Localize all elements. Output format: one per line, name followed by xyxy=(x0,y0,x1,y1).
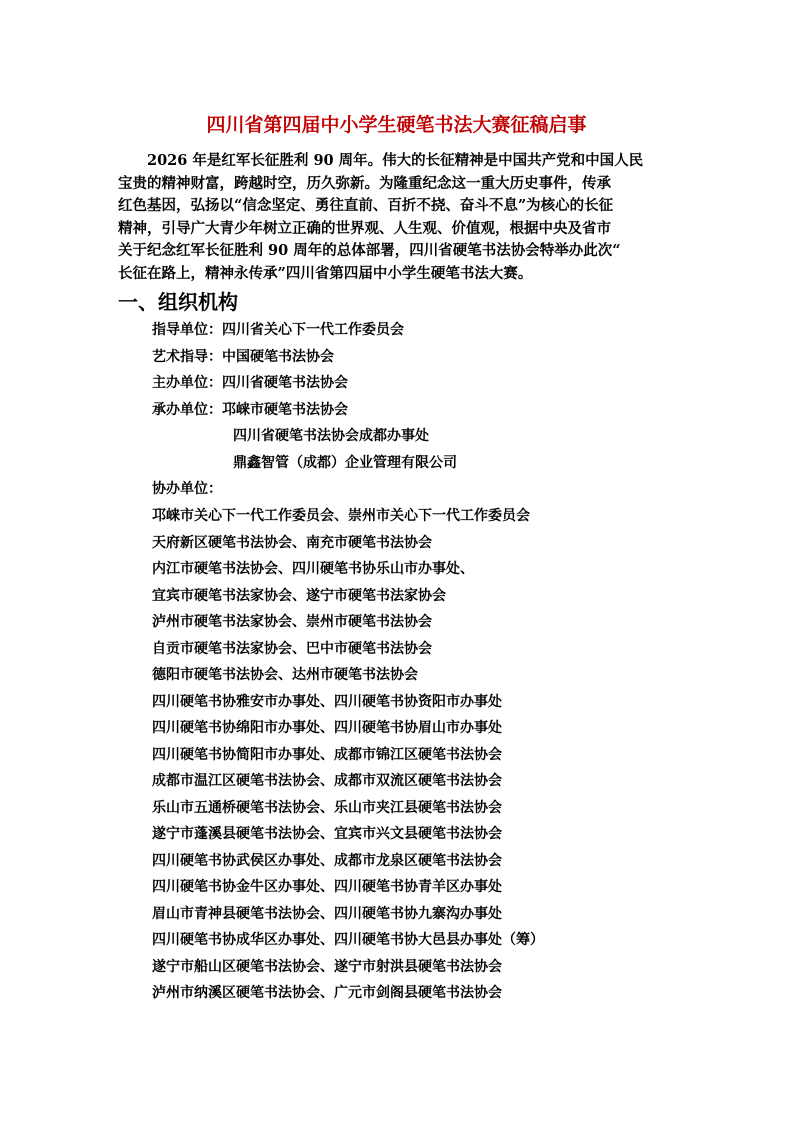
co-organizer-list xyxy=(152,503,544,1007)
co-organizer-line: 德阳市硬笔书法协会、达州市硬笔书法协会 xyxy=(152,667,418,683)
co-organizer-line: 天府新区硬笔书法协会、南充市硬笔书法协会 xyxy=(152,534,432,551)
co-organizer-line: 四川硬笔书协金牛区办事处、四川硬笔书协青羊区办事处 xyxy=(152,879,502,895)
organizer-unit: 承办单位：邛崃市硬笔书法协会 xyxy=(152,401,348,418)
intro-line: 精神，引导广大青少年树立正确的世界观、人生观、价值观，根据中央及省市 xyxy=(118,219,611,237)
organizer-unit-extra: 鼎鑫智管（成都）企业管理有限公司 xyxy=(233,454,457,471)
co-organizer-line: 泸州市纳溪区硬笔书法协会、广元市剑阁县硬笔书法协会 xyxy=(152,985,502,1001)
artistic-guidance: 艺术指导：中国硬笔书法协会 xyxy=(152,348,334,365)
guidance-unit: 指导单位：四川省关心下一代工作委员会 xyxy=(152,322,404,338)
co-organizer-line: 自贡市硬笔书法家协会、巴中市硬笔书法协会 xyxy=(152,640,432,657)
intro-line: 关于纪念红军长征胜利 90 周年的总体部署，四川省硬笔书法协会特举办此次“ xyxy=(118,242,621,259)
co-organizer-line: 四川硬笔书协绵阳市办事处、四川硬笔书协眉山市办事处 xyxy=(152,720,502,736)
intro-line: 红色基因，弘扬以“信念坚定、勇往直前、百折不挠、奋斗不息”为核心的长征 xyxy=(118,197,614,214)
co-organizer-line: 邛崃市关心下一代工作委员会、崇州市关心下一代工作委员会 xyxy=(152,508,530,524)
document-title: 四川省第四届中小学生硬笔书法大赛征稿启事 xyxy=(206,114,587,136)
co-organizer-line: 泸州市硬笔书法家协会、崇州市硬笔书法协会 xyxy=(152,614,432,630)
co-organizer-line: 四川硬笔书协雅安市办事处、四川硬笔书协资阳市办事处 xyxy=(152,693,502,710)
co-organizer-line: 内江市硬笔书法协会、四川硬笔书协乐山市办事处、 xyxy=(152,561,474,577)
intro-line: 2026 年是红军长征胜利 90 周年。伟大的长征精神是中国共产党和中国人民 xyxy=(147,152,644,169)
co-organizer-label: 协办单位： xyxy=(152,481,222,497)
co-organizer-line: 四川硬笔书协简阳市办事处、成都市锦江区硬笔书法协会 xyxy=(152,746,502,763)
section-heading-organization: 一、组织机构 xyxy=(118,290,238,314)
organizer-unit-extra: 四川省硬笔书法协会成都办事处 xyxy=(233,428,429,444)
co-organizer-line: 四川硬笔书协武侯区办事处、成都市龙泉区硬笔书法协会 xyxy=(152,852,502,869)
co-organizer-line: 乐山市五通桥硬笔书法协会、乐山市夹江县硬笔书法协会 xyxy=(152,799,502,816)
co-organizer-line: 宜宾市硬笔书法家协会、遂宁市硬笔书法家协会 xyxy=(152,587,446,604)
co-organizer-line: 四川硬笔书协成华区办事处、四川硬笔书协大邑县办事处（筹） xyxy=(152,932,544,948)
intro-line: 宝贵的精神财富，跨越时空，历久弥新。为隆重纪念这一重大历史事件，传承 xyxy=(118,174,611,192)
organization-list xyxy=(152,317,457,503)
co-organizer-line: 遂宁市蓬溪县硬笔书法协会、宜宾市兴文县硬笔书法协会 xyxy=(152,826,502,842)
intro-line: 长征在路上，精神永传承”四川省第四届中小学生硬笔书法大赛。 xyxy=(118,264,533,282)
host-unit: 主办单位：四川省硬笔书法协会 xyxy=(152,375,348,391)
co-organizer-line: 遂宁市船山区硬笔书法协会、遂宁市射洪县硬笔书法协会 xyxy=(152,958,502,975)
co-organizer-line: 眉山市青神县硬笔书法协会、四川硬笔书协九寨沟办事处 xyxy=(152,905,502,922)
co-organizer-line: 成都市温江区硬笔书法协会、成都市双流区硬笔书法协会 xyxy=(152,773,502,789)
intro-paragraph xyxy=(118,150,678,285)
